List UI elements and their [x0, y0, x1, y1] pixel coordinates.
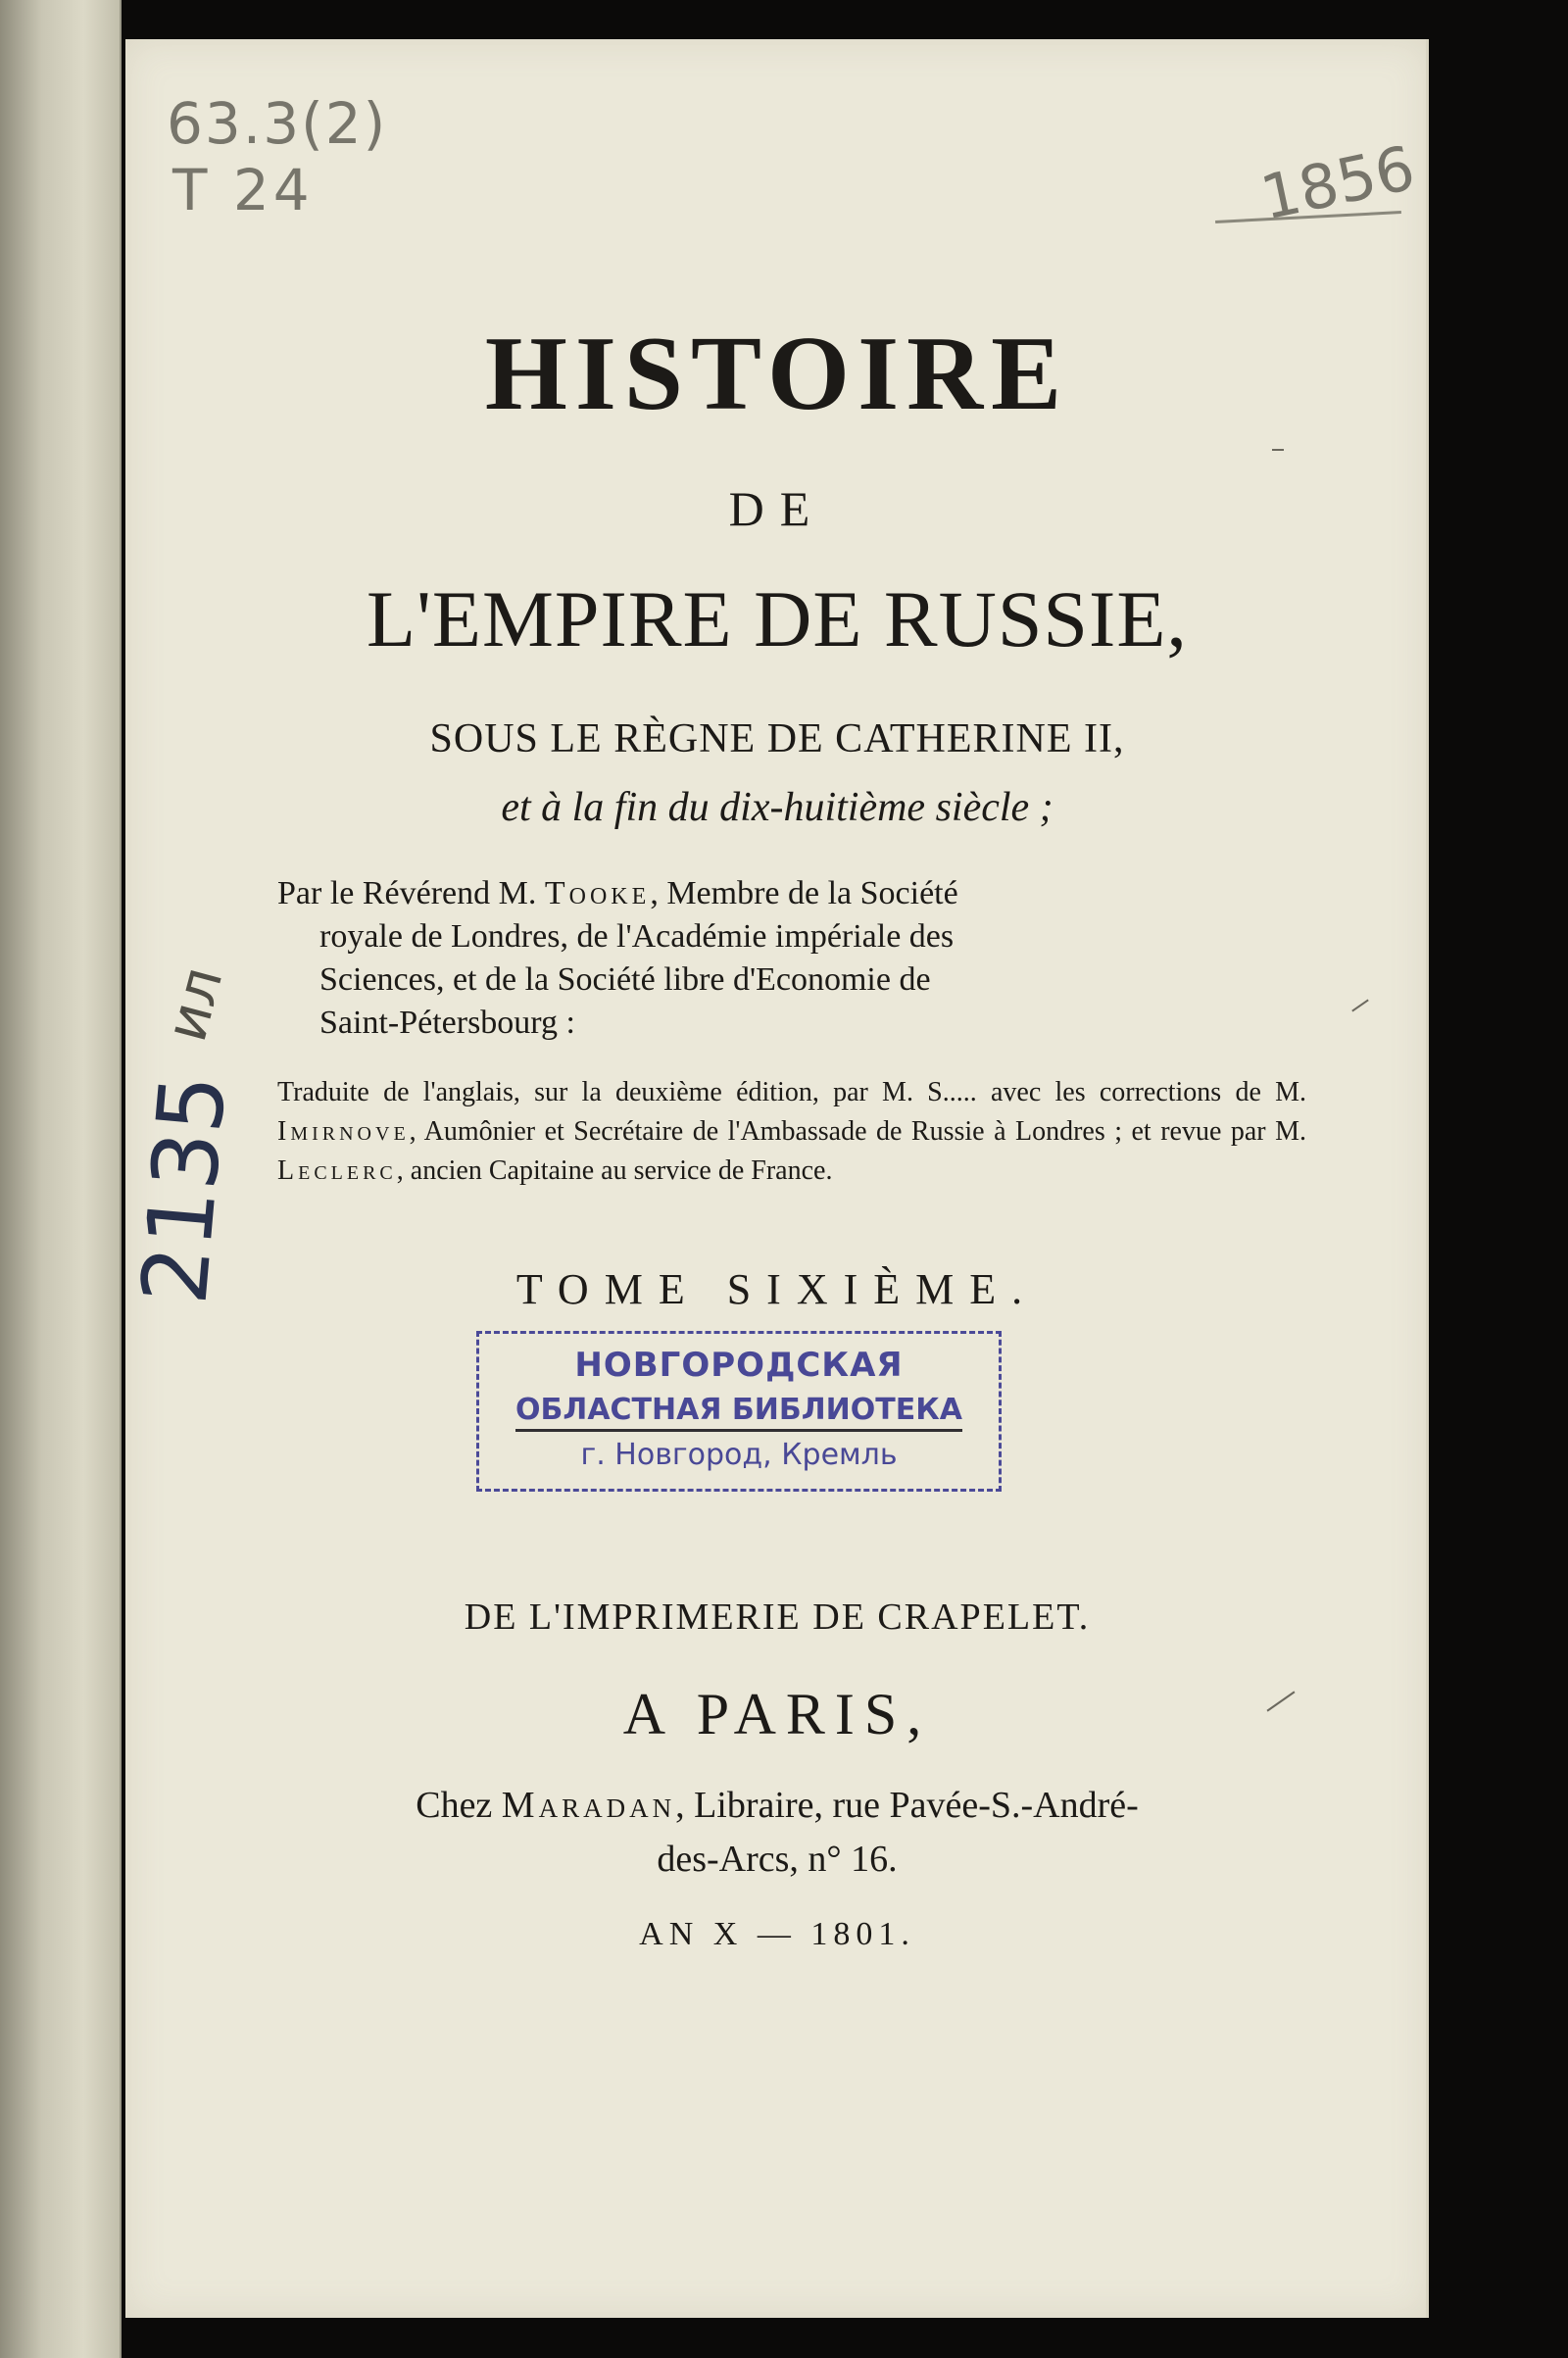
- subtitle-century: et à la fin du dix-huitième siècle ;: [501, 785, 1054, 830]
- author-statement: [277, 872, 1306, 1045]
- publisher-line2: des-Arcs, n° 16.: [657, 1839, 898, 1880]
- shelfmark-line1: 63.3(2): [167, 90, 388, 157]
- accession-number: 1856: [1254, 131, 1421, 234]
- margin-mark: [1267, 1691, 1296, 1711]
- margin-mark: [1351, 999, 1369, 1011]
- author-line2: royale de Londres, de l'Académie impériale des: [319, 918, 955, 955]
- title-line2: DE: [728, 481, 826, 536]
- publisher-name: Maradan: [501, 1785, 676, 1826]
- printer-line: DE L'IMPRIMERIE DE CRAPELET.: [464, 1597, 1091, 1638]
- volume-label: TOME SIXIÈME.: [515, 1265, 1039, 1313]
- translator-part2: , Aumônier et Secrétaire de l'Ambassade de Russie à Londres ; et revue par M.: [409, 1116, 1306, 1147]
- stamp-line2: ОБЛАСТНАЯ БИБЛИОТЕКА: [515, 1393, 962, 1432]
- publisher-prefix: Chez: [416, 1785, 493, 1826]
- translator-name1: Imirnove: [277, 1116, 410, 1147]
- shelfmark-line2: T 24: [172, 157, 314, 223]
- library-stamp: [476, 1331, 1002, 1492]
- translator-name2: Leclerc: [277, 1155, 397, 1186]
- stamp-line3: г. Новгород, Кремль: [580, 1438, 898, 1472]
- margin-mark: [1272, 449, 1284, 451]
- author-line4: Saint-Pétersbourg :: [319, 1005, 575, 1041]
- book-binding-edge: [0, 0, 122, 2358]
- publisher-rest: , Libraire, rue Pavée-S.-André-: [675, 1785, 1139, 1826]
- title-page: [122, 39, 1429, 2318]
- author-line3: Sciences, et de la Société libre d'Economie de: [319, 961, 931, 998]
- publication-year: AN X — 1801.: [639, 1916, 915, 1952]
- title-line3: L'EMPIRE DE RUSSIE,: [367, 574, 1188, 663]
- stamp-line1: НОВГОРОДСКАЯ: [574, 1346, 904, 1385]
- author-prefix: Par le Révérend M.: [277, 875, 537, 911]
- inventory-number: 2135: [122, 1070, 247, 1308]
- title-line1: HISTOIRE: [484, 316, 1070, 432]
- author-rest-line1: , Membre de la Société: [650, 875, 958, 911]
- publisher-line1: [125, 1784, 1429, 1827]
- translator-part3: , ancien Capitaine au service de France.: [396, 1155, 833, 1186]
- accession-underline: [1215, 211, 1401, 223]
- margin-note: ил: [152, 959, 236, 1049]
- subtitle-reign: SOUS LE RÈGNE DE CATHERINE II,: [429, 716, 1125, 761]
- translator-statement: [277, 1073, 1306, 1191]
- author-name: Tooke: [544, 875, 651, 911]
- translator-part1: Traduite de l'anglais, sur la deuxième édition, par M. S..... avec les corrections de M.: [277, 1077, 1306, 1107]
- imprint-city: A PARIS,: [622, 1682, 932, 1746]
